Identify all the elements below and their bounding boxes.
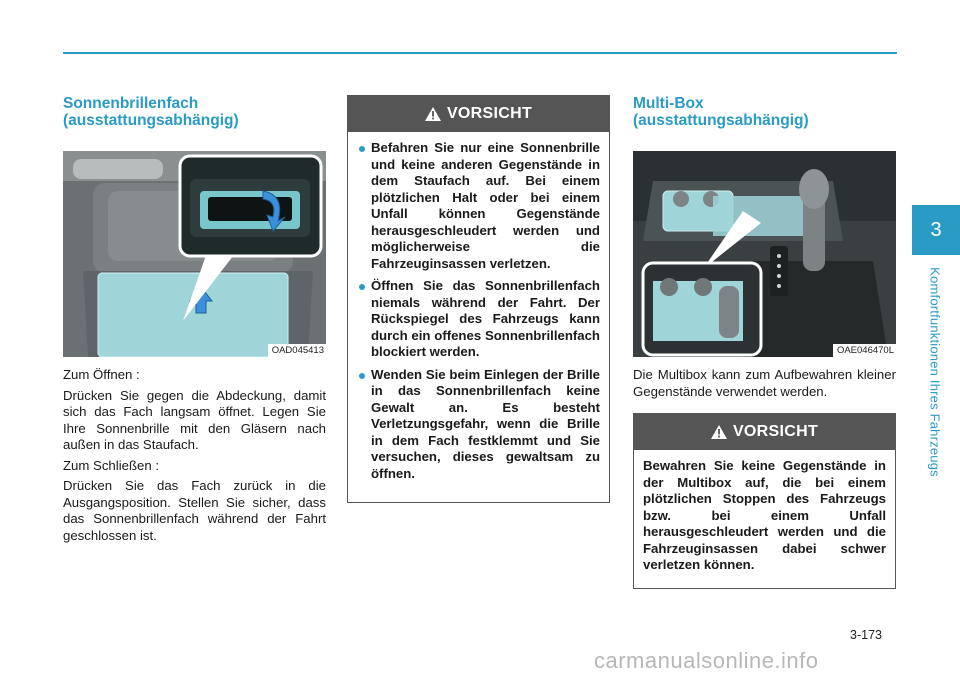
section-title-multibox: Multi-Box (ausstattungsabhängig): [633, 95, 809, 129]
caution-text: Bewahren Sie keine Gegenstände in der Multibox auf, die bei einem plötzlichen Stoppen des Fahrzeugs bzw. bei einem Unfall herausgeschleudert werden und die Fahrzeuginsassen dabei schwer verletzen können.: [643, 458, 886, 572]
section-title-sunglass-holder: Sonnenbrillenfach (ausstattungsabhängig): [63, 95, 239, 129]
multibox-description: Die Multibox kann zum Aufbewahren kleiner Gegenstände verwendet werden.: [633, 367, 896, 399]
close-heading: Zum Schließen :: [63, 457, 160, 473]
caution-body: [634, 450, 895, 588]
caution-body: [348, 132, 609, 502]
warning-triangle-icon: [711, 425, 727, 439]
chapter-tab: 3: [912, 205, 960, 255]
right-body-text: [633, 367, 896, 400]
bullet-icon: [359, 373, 365, 379]
left-body-text: [63, 367, 326, 544]
caution-list: [357, 140, 600, 482]
page-number: 3-173: [850, 628, 882, 642]
sunglass-holder-illustration: [63, 151, 326, 357]
caution-item: Befahren Sie nur eine Sonnenbrille und keine anderen Gegenstände in dem Staufach auf. Bei einem plötzlichen Halt oder bei einem Unfall können Gegenstände herausgeschleudert werden und möglicherweise die Fahrzeuginsassen verletzen.: [357, 140, 600, 272]
caution-item: Öffnen Sie das Sonnenbrillenfach niemals während der Fahrt. Der Rückspiegel des Fahrzeugs kann durch ein offenes Sonnenbrillenfach blockiert werden.: [357, 278, 600, 361]
left-column: [63, 95, 326, 548]
figure-multibox: [633, 151, 896, 357]
figure-sunglass-holder: [63, 151, 326, 357]
caution-box-sunglass: [347, 95, 610, 503]
bullet-icon: [359, 284, 365, 290]
close-instructions: Drücken Sie das Fach zurück in die Ausgangsposition. Stellen Sie sicher, dass das Sonnenbrillenfach während der Fahrt geschlossen ist.: [63, 478, 326, 543]
caution-item: Wenden Sie beim Einlegen der Brille in das Sonnenbrillenfach keine Gewalt an. Es besteht Verletzungsgefahr, wenn die Brille in dem Fach festklemmt und Sie versuchen, dieses gewaltsam zu öffnen.: [357, 367, 600, 483]
caution-header: [634, 414, 895, 450]
multibox-illustration: [633, 151, 896, 357]
caution-label: VORSICHT: [446, 105, 533, 122]
top-rule: [63, 52, 897, 54]
caution-label: VORSICHT: [732, 423, 819, 440]
caution-box-multibox: [633, 413, 896, 589]
right-column: [633, 95, 896, 589]
middle-column: [347, 95, 610, 503]
watermark: carmanualsonline.info: [594, 648, 819, 673]
figure-code: OAE046470L: [833, 344, 896, 357]
open-heading: Zum Öffnen :: [63, 367, 140, 382]
chapter-title: Komfortfunktionen Ihres Fahrzeugs: [927, 267, 943, 477]
figure-code: OAD045413: [268, 344, 326, 357]
caution-header: [348, 96, 609, 132]
open-instructions: Drücken Sie gegen die Abdeckung, damit sich das Fach langsam öffnet. Legen Sie Ihre Sonnenbrille mit den Gläsern nach außen in das Staufach.: [63, 387, 326, 452]
bullet-icon: [359, 146, 365, 152]
warning-triangle-icon: [425, 107, 441, 121]
